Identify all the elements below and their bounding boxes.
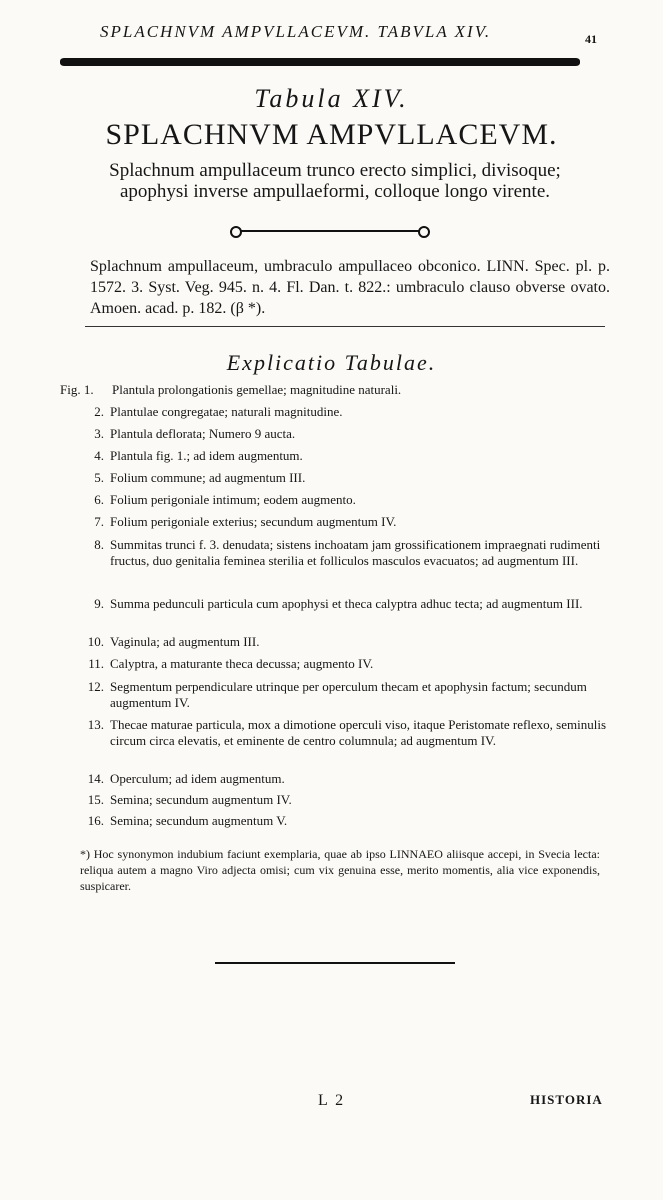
header-rule xyxy=(60,58,580,66)
figure-number: 14. xyxy=(87,771,104,786)
figure-text: Summitas trunci f. 3. denudata; sistens inchoatam jam grossificationem impraegnati rudimenti fructus, duo genitalia feminea sterilia et folliculos masculos evacuatos; ad augmentum III. xyxy=(110,537,601,568)
ornament-bar xyxy=(240,230,420,232)
figure-text: Thecae maturae particula, mox a dimotione operculi viso, itaque Peristomate reflexo, seminulis circum circa elevatis, et eminente de centro columnula; ad augmentum IV. xyxy=(110,717,607,748)
figure-number: Fig. 1. xyxy=(60,382,94,397)
plate-title: Tabula XIV. xyxy=(254,84,409,113)
figure-number: 6. xyxy=(94,492,104,507)
ornament-right-end xyxy=(418,226,430,238)
ornament-divider xyxy=(230,226,430,236)
figure-number: 2. xyxy=(94,404,104,419)
figure-number: 3. xyxy=(94,426,104,441)
page-number: 41 xyxy=(585,32,597,46)
figure-text: Segmentum perpendiculare utrinque per operculum thecam et apophysin factum; secundum augmentum IV. xyxy=(110,679,587,710)
footer-rule xyxy=(215,962,455,964)
footnote: *) Hoc synonymon indubium faciunt exemplaria, quae ab ipso LINNAEO aliisque accepi, in Svecia lecta: reliqua autem a magno Viro adjecta omisi; cum vix genuina esse, merito momentis, alia vice exponendis, suspicarer. xyxy=(80,847,600,893)
figure-number: 7. xyxy=(94,514,104,529)
signature-mark: L 2 xyxy=(318,1092,346,1109)
figure-number: 11. xyxy=(88,656,104,671)
figure-text: Calyptra, a maturante theca decussa; augmento IV. xyxy=(110,656,374,671)
figure-text: Folium perigoniale exterius; secundum augmentum IV. xyxy=(110,514,397,529)
figure-text: Vaginula; ad augmentum III. xyxy=(110,634,260,649)
figure-number: 10. xyxy=(87,634,104,649)
running-head: SPLACHNVM AMPVLLACEVM. TABVLA XIV. xyxy=(100,22,492,41)
catchword: HISTORIA xyxy=(530,1092,603,1107)
figure-number: 16. xyxy=(87,813,104,828)
figure-number: 4. xyxy=(94,448,104,463)
figure-text: Operculum; ad idem augmentum. xyxy=(110,771,285,786)
species-title: SPLACHNVM AMPVLLACEVM. xyxy=(105,118,558,151)
figure-number: 8. xyxy=(94,537,104,552)
figure-text: Plantula prolongationis gemellae; magnitudine naturali. xyxy=(112,382,402,397)
figure-text: Plantula deflorata; Numero 9 aucta. xyxy=(110,426,296,441)
figure-number: 5. xyxy=(94,470,104,485)
figure-number: 9. xyxy=(94,596,104,611)
section-rule xyxy=(85,326,605,327)
figure-number: 15. xyxy=(87,792,104,807)
species-diagnosis: Splachnum ampullaceum trunco erecto simplici, divisoque; apophysi inverse ampullaeformi, colloque longo virente. xyxy=(109,160,561,202)
figure-text: Plantula fig. 1.; ad idem augmentum. xyxy=(110,448,303,463)
synonymy-paragraph: Splachnum ampullaceum, umbraculo ampullaceo obconico. LINN. Spec. pl. p. 1572. 3. Syst. Veg. 945. n. 4. Fl. Dan. t. 822.: umbraculo clauso obverse ovato. Amoen. acad. p. 182. (β *). xyxy=(90,258,610,317)
figure-number: 13. xyxy=(87,717,104,732)
figure-number: 12. xyxy=(87,679,104,694)
figure-text: Plantulae congregatae; naturali magnitudine. xyxy=(110,404,343,419)
figure-text: Folium commune; ad augmentum III. xyxy=(110,470,306,485)
figure-text: Semina; secundum augmentum IV. xyxy=(110,792,292,807)
explicatio-heading: Explicatio Tabulae. xyxy=(226,350,437,375)
figure-text: Folium perigoniale intimum; eodem augmento. xyxy=(110,492,356,507)
figure-text: Summa pedunculi particula cum apophysi et theca calyptra adhuc tecta; ad augmentum III. xyxy=(110,596,583,611)
figure-text: Semina; secundum augmentum V. xyxy=(110,813,288,828)
ornament-left-end xyxy=(230,226,242,238)
